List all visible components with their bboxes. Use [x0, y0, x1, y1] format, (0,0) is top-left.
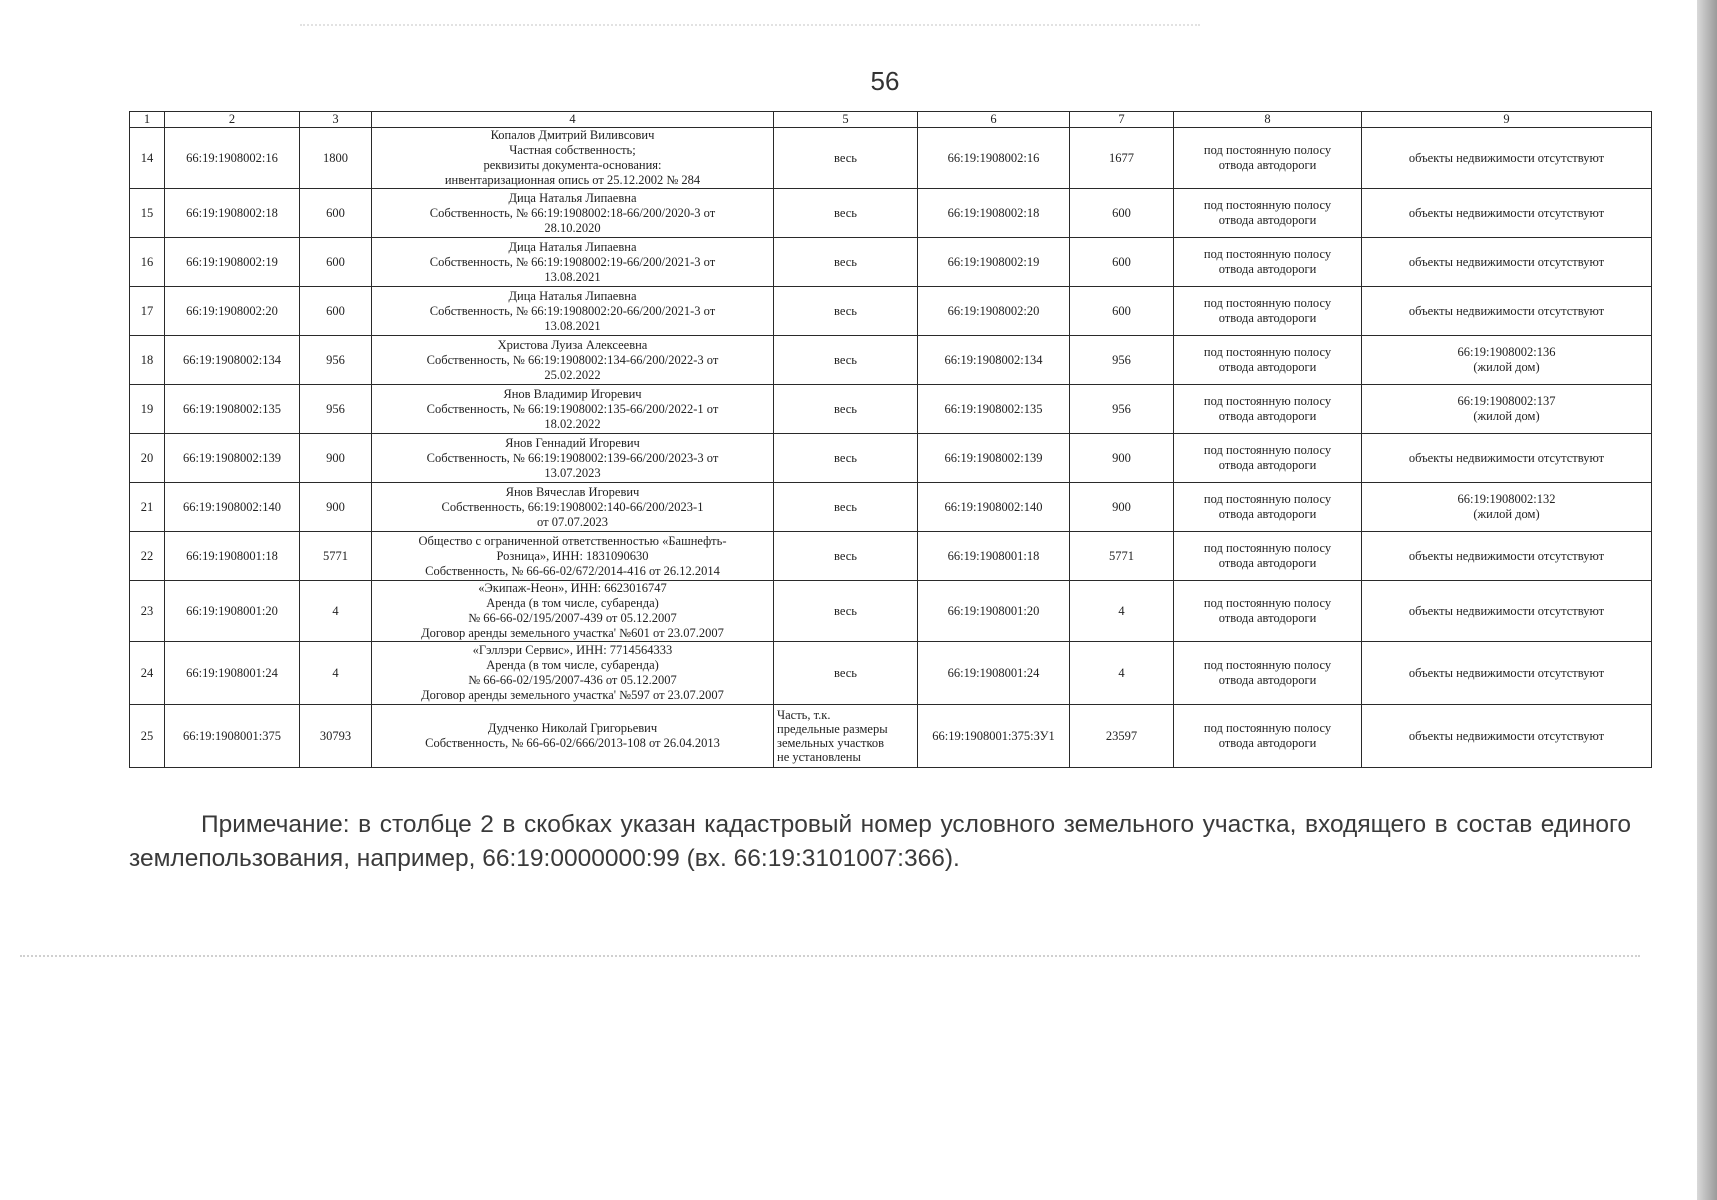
cell-line: Дица Наталья Липаевна — [508, 239, 637, 254]
cell-line: от 07.07.2023 — [537, 514, 608, 529]
cell-line: весь — [834, 603, 857, 618]
cell-line: 13.07.2023 — [544, 465, 601, 480]
row-number-cell: 25 — [130, 705, 165, 768]
affected-plot-number-cell: 66:19:1908002:18 — [918, 189, 1070, 238]
plot-part-cell — [774, 336, 918, 385]
affected-plot-number-cell: 66:19:1908002:16 — [918, 128, 1070, 189]
cell-line: Общество с ограниченной ответственностью «Башнефть- — [418, 533, 727, 548]
cell-line: весь — [834, 665, 857, 680]
cell-line: отвода автодороги — [1218, 409, 1317, 423]
real-estate-objects-cell — [1362, 434, 1652, 483]
plot-part-cell — [774, 385, 918, 434]
affected-area-cell: 5771 — [1070, 532, 1174, 581]
cell-line: весь — [834, 499, 857, 514]
owner-rights-cell — [372, 238, 774, 287]
purpose-cell — [1174, 532, 1362, 581]
cell-line: весь — [834, 254, 857, 269]
cell-line: под постоянную полосу — [1203, 345, 1332, 359]
cell-line: под постоянную полосу — [1203, 198, 1332, 212]
cell-line: под постоянную полосу — [1203, 658, 1332, 672]
affected-plot-number-cell: 66:19:1908002:20 — [918, 287, 1070, 336]
real-estate-objects-cell — [1362, 336, 1652, 385]
table-header-row — [130, 112, 1652, 128]
plot-part-cell — [774, 434, 918, 483]
plot-part-cell — [774, 581, 918, 642]
purpose-cell — [1174, 705, 1362, 768]
row-number-cell: 19 — [130, 385, 165, 434]
cell-line: Собственность, № 66:19:1908002:134-66/200/2022-3 от — [426, 352, 719, 367]
real-estate-objects-cell — [1362, 581, 1652, 642]
purpose-cell — [1174, 336, 1362, 385]
cell-line: под постоянную полосу — [1203, 596, 1332, 610]
cell-line: отвода автодороги — [1218, 213, 1317, 227]
area-cell: 900 — [300, 434, 372, 483]
table-row — [130, 189, 1652, 238]
row-number-cell: 17 — [130, 287, 165, 336]
purpose-cell — [1174, 385, 1362, 434]
cell-line: отвода автодороги — [1218, 458, 1317, 472]
cell-line: Собственность, № 66-66-02/672/2014-416 от 26.12.2014 — [425, 563, 720, 578]
cell-line: отвода автодороги — [1218, 262, 1317, 276]
affected-area-cell: 600 — [1070, 189, 1174, 238]
cell-line: Дица Наталья Липаевна — [508, 288, 637, 303]
area-cell: 30793 — [300, 705, 372, 768]
owner-rights-cell — [372, 287, 774, 336]
affected-area-cell: 900 — [1070, 483, 1174, 532]
table-row — [130, 336, 1652, 385]
cell-line: объекты недвижимости отсутствуют — [1408, 303, 1605, 318]
affected-area-cell: 600 — [1070, 238, 1174, 287]
purpose-cell — [1174, 434, 1362, 483]
plot-part-cell — [774, 238, 918, 287]
affected-area-cell: 1677 — [1070, 128, 1174, 189]
cell-line: отвода автодороги — [1218, 611, 1317, 625]
cell-line: (жилой дом) — [1473, 409, 1540, 423]
affected-plot-number-cell: 66:19:1908002:134 — [918, 336, 1070, 385]
owner-rights-cell — [372, 385, 774, 434]
plot-part-cell — [774, 287, 918, 336]
real-estate-objects-cell — [1362, 532, 1652, 581]
cell-line: Собственность, № 66:19:1908002:18-66/200/2020-3 от — [429, 205, 716, 220]
cell-line: весь — [834, 548, 857, 563]
row-number-cell: 24 — [130, 642, 165, 705]
affected-area-cell: 900 — [1070, 434, 1174, 483]
owner-rights-cell — [372, 581, 774, 642]
real-estate-objects-cell — [1362, 483, 1652, 532]
column-header: 2 — [165, 112, 300, 128]
cell-line: Аренда (в том числе, субаренда) — [486, 658, 659, 672]
affected-plot-number-cell: 66:19:1908001:375:ЗУ1 — [918, 705, 1070, 768]
cell-line: Собственность, № 66:19:1908002:20-66/200/2021-3 от — [429, 303, 716, 318]
affected-area-cell: 4 — [1070, 581, 1174, 642]
cell-line: объекты недвижимости отсутствуют — [1408, 728, 1605, 743]
cell-line: Договор аренды земельного участка' №601 от 23.07.2007 — [421, 626, 724, 640]
real-estate-objects-cell — [1362, 642, 1652, 705]
cell-line: отвода автодороги — [1218, 311, 1317, 325]
purpose-cell — [1174, 642, 1362, 705]
column-header: 5 — [774, 112, 918, 128]
cell-line: Аренда (в том числе, субаренда) — [486, 596, 659, 610]
cell-line: объекты недвижимости отсутствуют — [1408, 603, 1605, 618]
cell-line: отвода автодороги — [1218, 507, 1317, 521]
page-number: 56 — [870, 66, 900, 96]
cell-line: объекты недвижимости отсутствуют — [1408, 205, 1605, 220]
affected-plot-number-cell: 66:19:1908002:140 — [918, 483, 1070, 532]
cadastral-number-cell: 66:19:1908002:20 — [165, 287, 300, 336]
owner-rights-cell — [372, 483, 774, 532]
cell-line: Собственность, № 66-66-02/666/2013-108 от 26.04.2013 — [425, 736, 720, 750]
real-estate-objects-cell — [1362, 705, 1652, 768]
cell-line: отвода автодороги — [1218, 736, 1317, 750]
cell-line: под постоянную полосу — [1203, 143, 1332, 157]
cell-line: 13.08.2021 — [544, 269, 601, 284]
cell-line: Собственность, № 66:19:1908002:19-66/200/2021-3 от — [429, 254, 716, 269]
plot-part-cell — [774, 532, 918, 581]
cell-line: 66:19:1908002:136 — [1457, 345, 1556, 359]
footnote: Примечание: в столбце 2 в скобках указан кадастровый номер условного земельного участка, входящего в состав единого землепользования, например, 66:19:0000000:99 (вх. 66:19:3101007:366). — [129, 811, 1631, 872]
real-estate-objects-cell — [1362, 189, 1652, 238]
row-number-cell: 21 — [130, 483, 165, 532]
area-cell: 600 — [300, 238, 372, 287]
table-row — [130, 581, 1652, 642]
plot-part-cell — [774, 705, 918, 768]
table-row — [130, 434, 1652, 483]
cell-line: весь — [834, 205, 857, 220]
cell-line: объекты недвижимости отсутствуют — [1408, 548, 1605, 563]
table-row — [130, 642, 1652, 705]
plot-part-cell — [774, 642, 918, 705]
cell-line: под постоянную полосу — [1203, 721, 1332, 735]
cadastral-number-cell: 66:19:1908002:134 — [165, 336, 300, 385]
cell-line: Янов Вячеслав Игоревич — [505, 484, 640, 499]
cell-line: Договор аренды земельного участка' №597 от 23.07.2007 — [421, 688, 724, 702]
cell-line: № 66-66-02/195/2007-439 от 05.12.2007 — [468, 611, 677, 625]
cell-line: под постоянную полосу — [1203, 247, 1332, 261]
cadastral-number-cell: 66:19:1908002:18 — [165, 189, 300, 238]
cell-line: под постоянную полосу — [1203, 541, 1332, 555]
cell-line: 66:19:1908002:132 — [1457, 492, 1556, 506]
table-row — [130, 705, 1652, 768]
real-estate-objects-cell — [1362, 287, 1652, 336]
cell-line: (жилой дом) — [1473, 360, 1540, 374]
cell-line: Копалов Дмитрий Виливсович — [490, 128, 655, 142]
cell-line: объекты недвижимости отсутствуют — [1408, 665, 1605, 680]
affected-area-cell: 4 — [1070, 642, 1174, 705]
affected-area-cell: 956 — [1070, 336, 1174, 385]
area-cell: 900 — [300, 483, 372, 532]
area-cell: 956 — [300, 336, 372, 385]
scan-noise-bottom — [20, 955, 1640, 957]
affected-area-cell: 23597 — [1070, 705, 1174, 768]
affected-area-cell: 600 — [1070, 287, 1174, 336]
purpose-cell — [1174, 287, 1362, 336]
area-cell: 1800 — [300, 128, 372, 189]
cell-line: Часть, т.к. — [777, 708, 831, 722]
purpose-cell — [1174, 189, 1362, 238]
owner-rights-cell — [372, 532, 774, 581]
affected-plot-number-cell: 66:19:1908002:135 — [918, 385, 1070, 434]
cell-line: 66:19:1908002:137 — [1457, 394, 1556, 408]
cell-line: весь — [834, 352, 857, 367]
purpose-cell — [1174, 483, 1362, 532]
table-body — [130, 128, 1652, 768]
plot-part-cell — [774, 128, 918, 189]
cell-line: под постоянную полосу — [1203, 394, 1332, 408]
land-plots-table — [129, 111, 1652, 768]
area-cell: 4 — [300, 642, 372, 705]
affected-area-cell: 956 — [1070, 385, 1174, 434]
area-cell: 956 — [300, 385, 372, 434]
column-header: 4 — [372, 112, 774, 128]
cadastral-number-cell: 66:19:1908002:140 — [165, 483, 300, 532]
cell-line: отвода автодороги — [1218, 673, 1317, 687]
cell-line: 28.10.2020 — [544, 220, 601, 235]
owner-rights-cell — [372, 128, 774, 189]
cell-line: Дудченко Николай Григорьевич — [487, 721, 658, 735]
cell-line: не установлены — [777, 750, 861, 764]
table-row — [130, 385, 1652, 434]
cadastral-number-cell: 66:19:1908002:135 — [165, 385, 300, 434]
cell-line: Собственность, № 66:19:1908002:139-66/200/2023-3 от — [426, 450, 719, 465]
table-row — [130, 532, 1652, 581]
cell-line: (жилой дом) — [1473, 507, 1540, 521]
cell-line: «Гэллэри Сервис», ИНН: 7714564333 — [472, 643, 673, 657]
cell-line: инвентаризационная опись от 25.12.2002 № 284 — [444, 173, 701, 187]
owner-rights-cell — [372, 189, 774, 238]
purpose-cell — [1174, 238, 1362, 287]
cell-line: Дица Наталья Липаевна — [508, 190, 637, 205]
cell-line: объекты недвижимости отсутствуют — [1408, 254, 1605, 269]
cadastral-number-cell: 66:19:1908001:375 — [165, 705, 300, 768]
row-number-cell: 18 — [130, 336, 165, 385]
scan-noise-top — [300, 24, 1200, 26]
cell-line: весь — [834, 150, 857, 165]
cell-line: объекты недвижимости отсутствуют — [1408, 150, 1605, 165]
column-header: 6 — [918, 112, 1070, 128]
plot-part-cell — [774, 189, 918, 238]
plot-part-cell — [774, 483, 918, 532]
row-number-cell: 22 — [130, 532, 165, 581]
purpose-cell — [1174, 581, 1362, 642]
table-row — [130, 238, 1652, 287]
owner-rights-cell — [372, 642, 774, 705]
column-header: 1 — [130, 112, 165, 128]
row-number-cell: 23 — [130, 581, 165, 642]
table-row — [130, 128, 1652, 189]
owner-rights-cell — [372, 336, 774, 385]
table-row — [130, 483, 1652, 532]
area-cell: 600 — [300, 189, 372, 238]
cadastral-number-cell: 66:19:1908002:139 — [165, 434, 300, 483]
cell-line: № 66-66-02/195/2007-436 от 05.12.2007 — [468, 673, 677, 687]
cadastral-number-cell: 66:19:1908002:16 — [165, 128, 300, 189]
scan-page-edge — [1697, 0, 1717, 1200]
cell-line: Собственность, 66:19:1908002:140-66/200/2023-1 — [441, 499, 704, 514]
cell-line: Частная собственность; — [509, 143, 636, 157]
real-estate-objects-cell — [1362, 128, 1652, 189]
cell-line: весь — [834, 401, 857, 416]
cadastral-number-cell: 66:19:1908001:18 — [165, 532, 300, 581]
affected-plot-number-cell: 66:19:1908002:19 — [918, 238, 1070, 287]
cell-line: Янов Владимир Игоревич — [503, 386, 642, 401]
affected-plot-number-cell: 66:19:1908002:139 — [918, 434, 1070, 483]
owner-rights-cell — [372, 434, 774, 483]
cadastral-number-cell: 66:19:1908001:20 — [165, 581, 300, 642]
row-number-cell: 16 — [130, 238, 165, 287]
row-number-cell: 15 — [130, 189, 165, 238]
cell-line: под постоянную полосу — [1203, 492, 1332, 506]
column-header: 9 — [1362, 112, 1652, 128]
column-header: 7 — [1070, 112, 1174, 128]
area-cell: 5771 — [300, 532, 372, 581]
cell-line: объекты недвижимости отсутствуют — [1408, 450, 1605, 465]
area-cell: 4 — [300, 581, 372, 642]
cell-line: 13.08.2021 — [544, 318, 601, 333]
affected-plot-number-cell: 66:19:1908001:18 — [918, 532, 1070, 581]
real-estate-objects-cell — [1362, 385, 1652, 434]
cell-line: 25.02.2022 — [544, 367, 601, 382]
cell-line: земельных участков — [777, 736, 885, 750]
affected-plot-number-cell: 66:19:1908001:20 — [918, 581, 1070, 642]
cell-line: 18.02.2022 — [544, 416, 601, 431]
cell-line: отвода автодороги — [1218, 158, 1317, 172]
cell-line: весь — [834, 450, 857, 465]
column-header: 3 — [300, 112, 372, 128]
cell-line: под постоянную полосу — [1203, 443, 1332, 457]
cell-line: Янов Геннадий Игоревич — [505, 435, 640, 450]
cell-line: отвода автодороги — [1218, 556, 1317, 570]
affected-plot-number-cell: 66:19:1908001:24 — [918, 642, 1070, 705]
cell-line: предельные размеры — [777, 722, 888, 736]
cell-line: Собственность, № 66:19:1908002:135-66/200/2022-1 от — [426, 401, 719, 416]
row-number-cell: 14 — [130, 128, 165, 189]
cell-line: «Экипаж-Неон», ИНН: 6623016747 — [478, 581, 667, 595]
table-row — [130, 287, 1652, 336]
cadastral-number-cell: 66:19:1908001:24 — [165, 642, 300, 705]
area-cell: 600 — [300, 287, 372, 336]
cell-line: Христова Луиза Алексеевна — [497, 337, 648, 352]
row-number-cell: 20 — [130, 434, 165, 483]
real-estate-objects-cell — [1362, 238, 1652, 287]
purpose-cell — [1174, 128, 1362, 189]
cell-line: отвода автодороги — [1218, 360, 1317, 374]
cadastral-number-cell: 66:19:1908002:19 — [165, 238, 300, 287]
cell-line: весь — [834, 303, 857, 318]
column-header: 8 — [1174, 112, 1362, 128]
cell-line: Розница», ИНН: 1831090630 — [496, 548, 649, 563]
owner-rights-cell — [372, 705, 774, 768]
cell-line: под постоянную полосу — [1203, 296, 1332, 310]
cell-line: реквизиты документа-основания: — [483, 158, 662, 172]
